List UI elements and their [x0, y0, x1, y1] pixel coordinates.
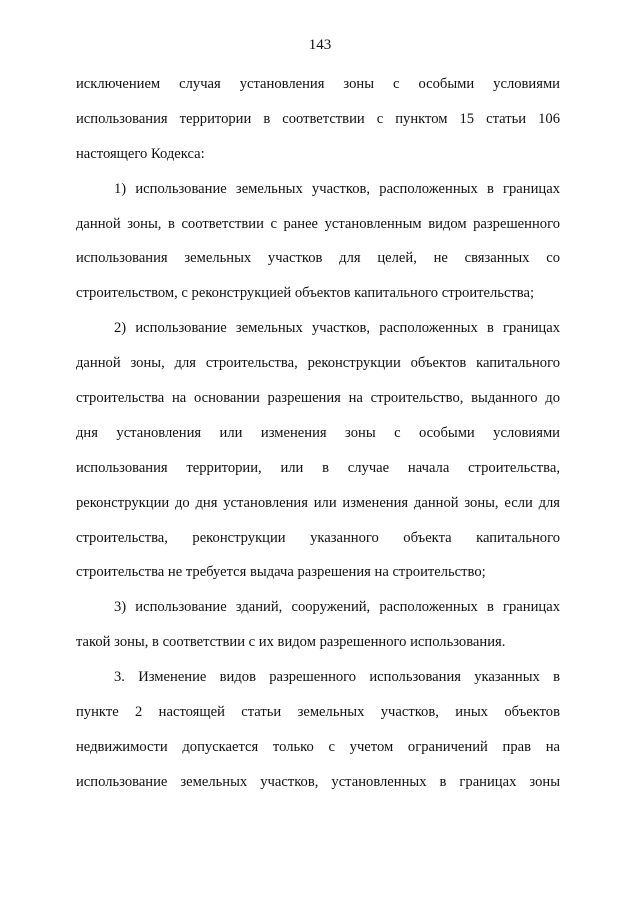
text-line: настоящего Кодекса: [76, 145, 205, 162]
paragraph [76, 67, 560, 172]
paragraph [76, 172, 560, 312]
paragraph [76, 590, 560, 660]
text-line: строительства на основании разрешения на строительство, выданного до [76, 390, 560, 407]
text-line: использования земельных участков для целей, не связанных со [76, 250, 560, 267]
paragraph [76, 311, 560, 590]
text-line: реконструкции до дня установления или изменения данной зоны, если для [76, 494, 560, 511]
text-line: дня установления или изменения зоны с особыми условиями [76, 424, 560, 441]
text-line: недвижимости допускается только с учетом ограничений прав на [76, 738, 560, 755]
text-line: данной зоны, в соответствии с ранее установленным видом разрешенного [76, 215, 560, 232]
page-number: 143 [308, 37, 332, 53]
text-line: использования территории, или в случае начала строительства, [76, 459, 560, 476]
text-line: строительства, реконструкции указанного объекта капитального [76, 529, 560, 546]
text-line: такой зоны, в соответствии с их видом разрешенного использования. [76, 634, 506, 651]
text-line: строительством, с реконструкцией объектов капитального строительства; [76, 285, 535, 302]
text-line: исключением случая установления зоны с особыми условиями [76, 76, 560, 92]
text-line: 3. Изменение видов разрешенного использования указанных в [114, 669, 560, 686]
text-line: пункте 2 настоящей статьи земельных участков, иных объектов [76, 704, 560, 721]
text-line: использование земельных участков, установленных в границах зоны [76, 773, 560, 790]
text-line: строительства не требуется выдача разрешения на строительство; [76, 564, 486, 581]
text-line: 2) использование земельных участков, расположенных в границах [114, 320, 560, 337]
text-line: 3) использование зданий, сооружений, расположенных в границах [114, 599, 560, 616]
paragraph [76, 660, 560, 800]
text-line: данной зоны, для строительства, реконструкции объектов капитального [76, 355, 560, 372]
body-text [76, 67, 560, 800]
text-line: использования территории в соответствии с пунктом 15 статьи 106 [76, 110, 560, 127]
text-line: 1) использование земельных участков, расположенных в границах [114, 180, 560, 197]
